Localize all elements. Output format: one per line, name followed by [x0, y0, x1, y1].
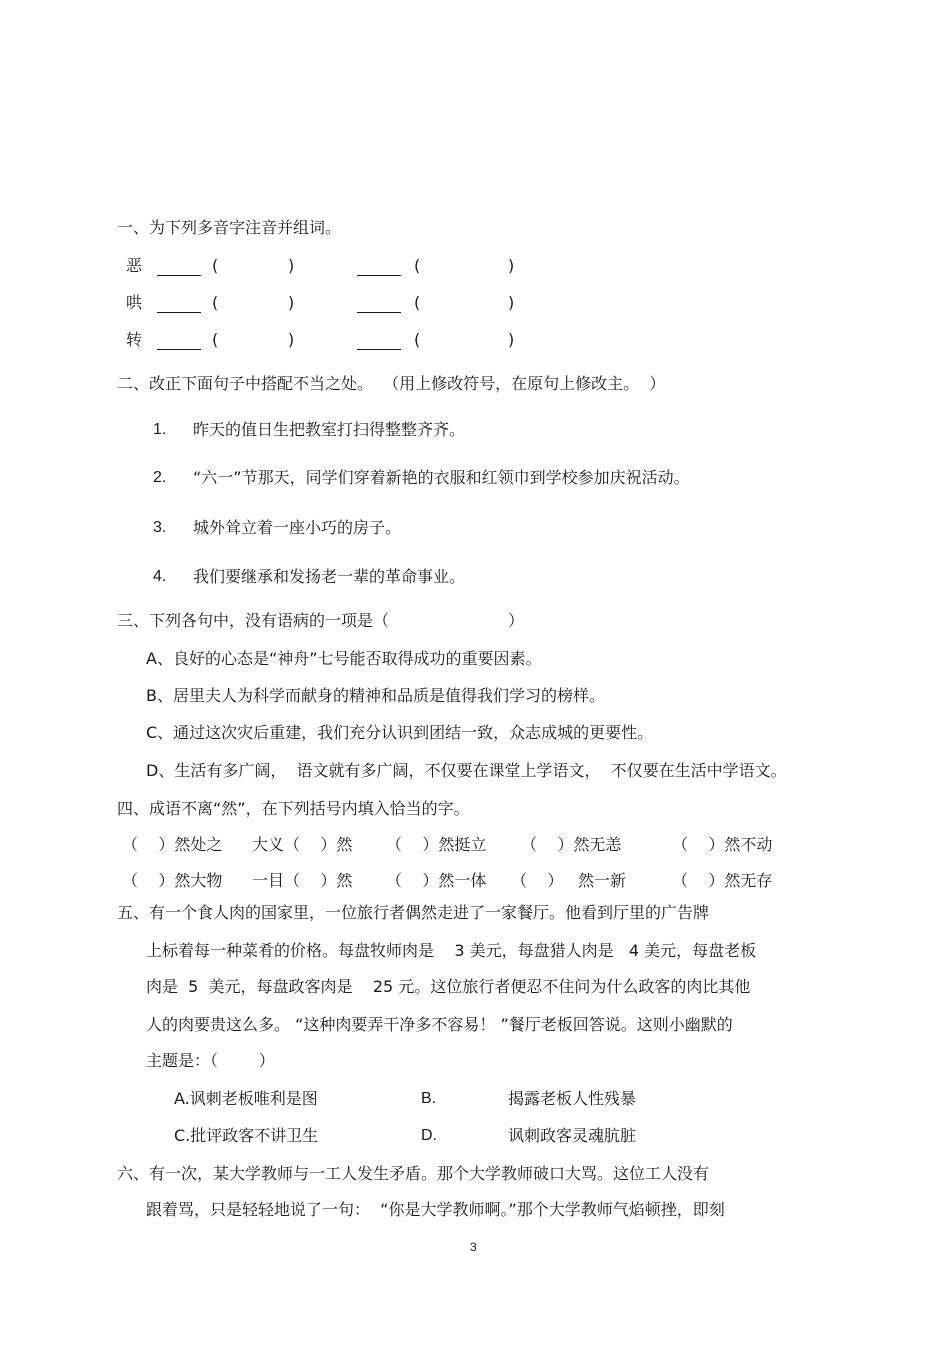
item-number: 1. — [153, 421, 167, 438]
idiom-item: （ ）然不动 — [672, 835, 773, 854]
idiom-item: （ ）然一体 — [386, 871, 487, 890]
section-5-line: 五、有一个食人肉的国家里，一位旅行者偶然走进了一家餐厅。他看到厅里的广告牌 — [117, 903, 710, 922]
right-paren: ) — [508, 293, 515, 312]
option-d: D、生活有多广阔， 语文就有多广阔，不仅要在课堂上学语文， 不仅要在生活中学语文。 — [146, 761, 787, 780]
sentence-text: 我们要继承和发扬老一辈的革命事业。 — [193, 567, 466, 586]
sentence-text: 城外耸立着一座小巧的房子。 — [193, 518, 402, 537]
idiom-item: （ ） — [511, 871, 564, 890]
right-paren: ) — [288, 256, 295, 275]
idiom-item: 一目（ ）然 — [252, 871, 353, 890]
idiom-item: （ ）然处之 — [122, 835, 223, 854]
option-c: C.批评政客不讲卫生 — [174, 1126, 319, 1145]
left-paren: ( — [212, 256, 219, 275]
section-5-line: 上标着每一种菜肴的价格。每盘牧师肉是 3 美元，每盘猎人肉是 4 美元，每盘老板 — [146, 941, 757, 960]
right-paren: ) — [508, 330, 515, 349]
answer-blank[interactable] — [357, 298, 401, 313]
item-number: 3. — [153, 519, 167, 536]
option-b: 揭露老板人性残暴 — [508, 1089, 637, 1108]
section-3-title: 三、下列各句中，没有语病的一项是（ — [117, 611, 390, 630]
right-paren: ） — [508, 611, 525, 630]
item-number: 2. — [153, 469, 167, 486]
option-a: A、良好的心态是“神舟”七号能否取得成功的重要因素。 — [146, 649, 542, 668]
idiom-item: （ ）然大物 — [122, 871, 223, 890]
option-b-label: B. — [421, 1090, 437, 1107]
idiom-item: （ ）然无存 — [672, 871, 773, 890]
right-paren: ) — [508, 256, 515, 275]
option-a: A.讽刺老板唯利是图 — [174, 1089, 318, 1108]
right-paren: ) — [288, 330, 295, 349]
polyphone-char: 恶 — [126, 256, 143, 275]
section-5-line: 肉是 5 美元，每盘政客肉是 25 元。这位旅行者便忍不住问为什么政客的肉比其他 — [146, 977, 751, 996]
section-5-line: 主题是：（ ） — [146, 1051, 275, 1070]
polyphone-char: 哄 — [126, 293, 143, 312]
section-2-title: 二、改正下面句子中搭配不当之处。 （用上修改符号，在原句上修改主。 ） — [117, 374, 666, 393]
option-c: C、通过这次灾后重建，我们充分认识到团结一致，众志成城的更要性。 — [146, 723, 654, 742]
left-paren: ( — [212, 330, 219, 349]
right-paren: ) — [288, 293, 295, 312]
answer-blank[interactable] — [157, 335, 201, 350]
idiom-item: （ ）然挺立 — [386, 835, 487, 854]
answer-blank[interactable] — [357, 261, 401, 276]
option-d: 讽刺政客灵魂肮脏 — [508, 1126, 637, 1145]
left-paren: ( — [414, 293, 421, 312]
section-6-line: 跟着骂，只是轻轻地说了一句： “你是大学教师啊。”那个大学教师气焰顿挫，即刻 — [146, 1200, 725, 1219]
sentence-text: “六一”节那天，同学们穿着新艳的衣服和红领巾到学校参加庆祝活动。 — [193, 468, 690, 487]
section-5-line: 人的肉要贵这么多。 “这种肉要弄干净多不容易！ ”餐厅老板回答说。这则小幽默的 — [146, 1015, 733, 1034]
idiom-item: 然一新 — [578, 871, 627, 890]
section-6-line: 六、有一次，某大学教师与一工人发生矛盾。那个大学教师破口大骂。这位工人没有 — [117, 1164, 710, 1183]
polyphone-char: 转 — [126, 330, 143, 349]
idiom-item: 大义（ ）然 — [252, 835, 353, 854]
item-number: 4. — [153, 568, 167, 585]
section-1-title: 一、为下列多音字注音并组词。 — [117, 218, 342, 237]
left-paren: ( — [414, 330, 421, 349]
option-d-label: D. — [421, 1127, 437, 1144]
idiom-item: （ ）然无恙 — [521, 835, 622, 854]
answer-blank[interactable] — [157, 298, 201, 313]
sentence-text: 昨天的值日生把教室打扫得整整齐齐。 — [193, 420, 466, 439]
left-paren: ( — [212, 293, 219, 312]
page-number: 3 — [470, 1240, 477, 1254]
left-paren: ( — [414, 256, 421, 275]
option-b: B、居里夫人为科学而献身的精神和品质是值得我们学习的榜样。 — [146, 686, 605, 705]
answer-blank[interactable] — [357, 335, 401, 350]
answer-blank[interactable] — [157, 261, 201, 276]
section-4-title: 四、成语不离“然”，在下列括号内填入恰当的字。 — [117, 799, 470, 818]
